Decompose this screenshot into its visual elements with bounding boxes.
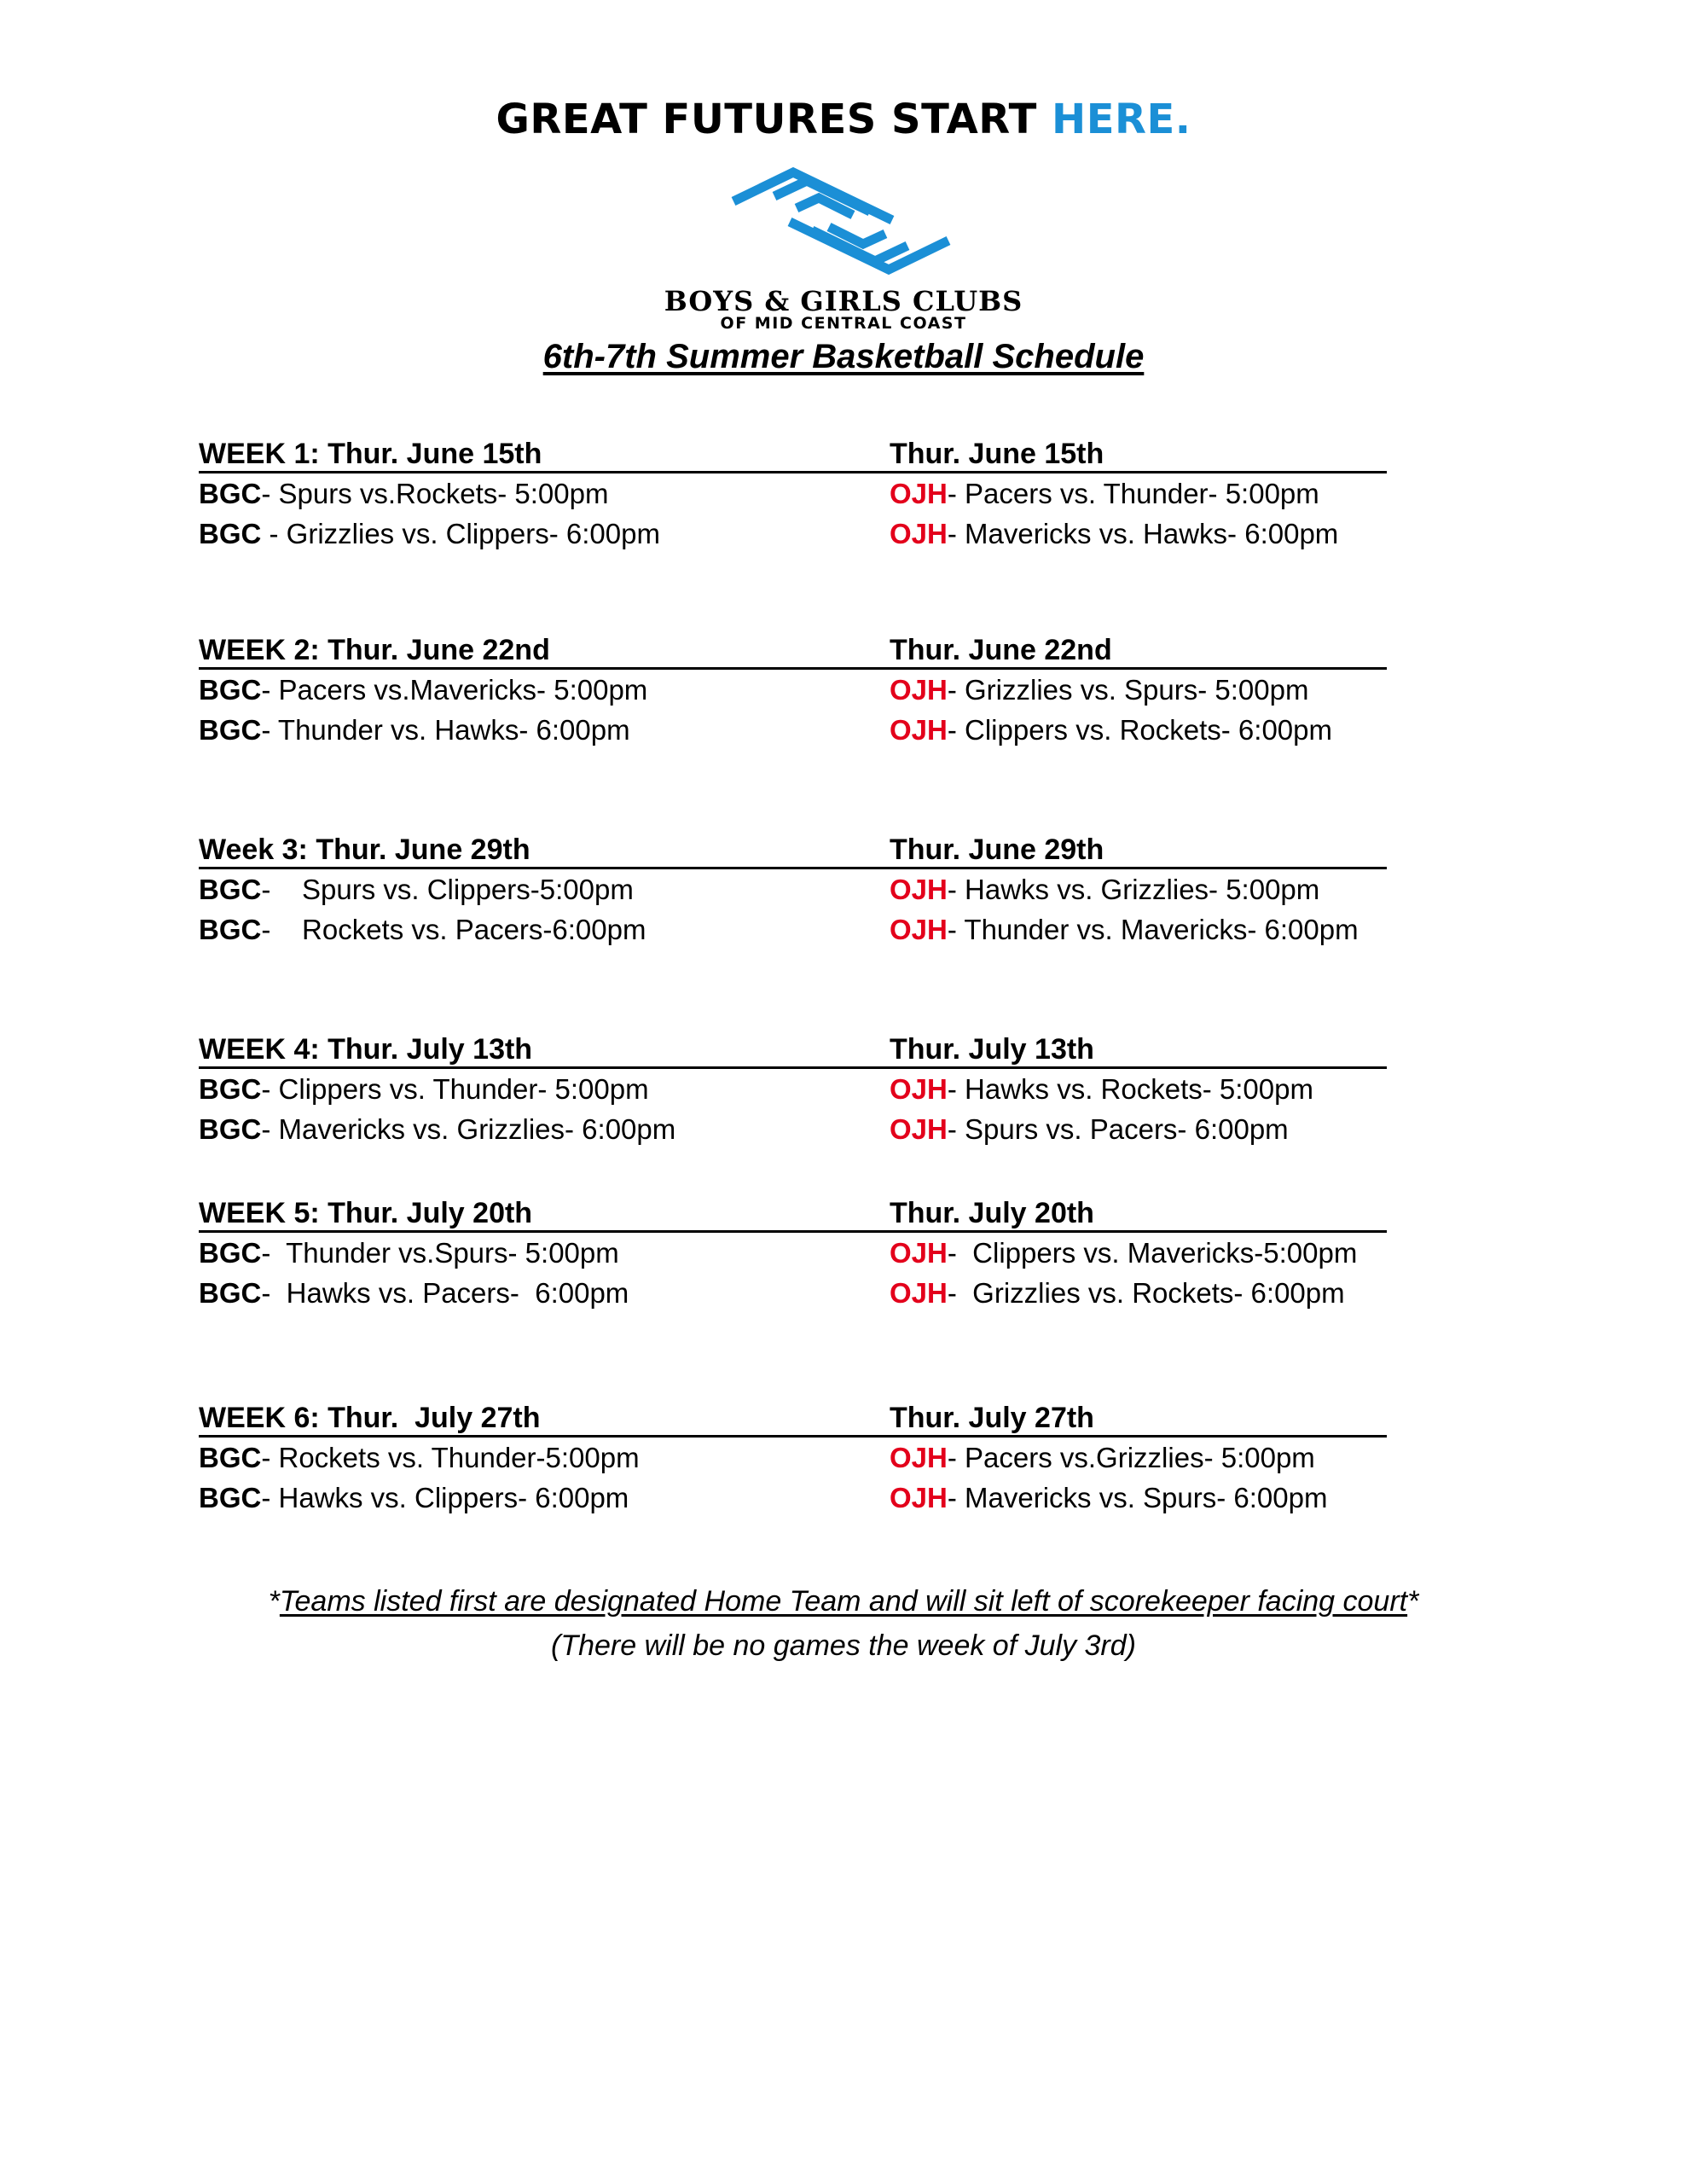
week-3-bgc-game-1 [199, 869, 890, 909]
game-text: - Grizzlies vs. Spurs- 5:00pm [947, 674, 1309, 706]
week-2-bgc-game-2 [199, 710, 890, 750]
week-4-ojh-column [890, 1032, 1387, 1149]
week-1-ojh-game-2 [890, 514, 1387, 554]
tagline [0, 96, 1687, 143]
game-text: - Spurs vs. Clippers-5:00pm [261, 874, 634, 905]
note-suffix: * [1407, 1585, 1419, 1618]
site-label: OJH [890, 874, 948, 905]
week-2-ojh-game-2 [890, 710, 1387, 750]
site-label: BGC [199, 914, 262, 945]
game-text: - Mavericks vs. Spurs- 6:00pm [947, 1482, 1328, 1513]
game-text: - Mavericks vs. Grizzlies- 6:00pm [261, 1113, 676, 1145]
org-subtitle: OF MID CENTRAL COAST [720, 314, 967, 333]
tagline-accent: HERE. [1052, 96, 1191, 143]
game-text: - Hawks vs. Rockets- 5:00pm [947, 1073, 1313, 1105]
week-4-ojh-game-2 [890, 1109, 1387, 1149]
week-4-bgc-column [199, 1032, 890, 1149]
site-label: OJH [890, 714, 948, 746]
week-4-heading: WEEK 4: Thur. July 13th [199, 1032, 890, 1069]
week-5-ojh-column [890, 1196, 1387, 1313]
game-text: - Grizzlies vs. Rockets- 6:00pm [947, 1277, 1345, 1309]
week-6-ojh-game-2 [890, 1478, 1387, 1518]
game-text: - Pacers vs.Grizzlies- 5:00pm [947, 1442, 1315, 1473]
week-3-ojh-column [890, 833, 1387, 950]
week-3-bgc-column [199, 833, 890, 950]
game-text: - Spurs vs. Pacers- 6:00pm [947, 1113, 1289, 1145]
site-label: BGC [199, 1482, 262, 1513]
site-label: OJH [890, 1073, 948, 1105]
week-6-bgc-game-2 [199, 1478, 890, 1518]
site-label: BGC [199, 714, 262, 746]
site-label: BGC [199, 674, 262, 706]
game-text: - Thunder vs. Mavericks- 6:00pm [947, 914, 1359, 945]
tagline-main: GREAT FUTURES START [496, 96, 1052, 143]
week-6-heading: WEEK 6: Thur. July 27th [199, 1401, 890, 1438]
site-label: BGC [199, 874, 262, 905]
week-2-heading: WEEK 2: Thur. June 22nd [199, 633, 890, 670]
game-text: - Mavericks vs. Hawks- 6:00pm [947, 518, 1339, 549]
no-games-note: (There will be no games the week of July 3rd) [551, 1629, 1136, 1662]
game-text: - Clippers vs. Mavericks-5:00pm [947, 1237, 1358, 1269]
week-5-heading: WEEK 5: Thur. July 20th [199, 1196, 890, 1233]
site-label: BGC [199, 1113, 262, 1145]
week-3-ojh-game-2 [890, 909, 1387, 950]
game-text: - Hawks vs. Grizzlies- 5:00pm [947, 874, 1320, 905]
game-text: - Spurs vs.Rockets- 5:00pm [261, 478, 609, 509]
week-6-ojh-heading: Thur. July 27th [890, 1401, 1387, 1438]
site-label: BGC [199, 518, 262, 549]
week-4-bgc-game-1 [199, 1069, 890, 1109]
week-3-ojh-game-1 [890, 869, 1387, 909]
site-label: OJH [890, 1442, 948, 1473]
page-title: 6th-7th Summer Basketball Schedule [542, 338, 1145, 375]
site-label: BGC [199, 1277, 262, 1309]
week-5-bgc-column [199, 1196, 890, 1313]
week-2-ojh-heading: Thur. June 22nd [890, 633, 1387, 670]
site-label: OJH [890, 518, 948, 549]
note-body: Teams listed first are designated Home Team and will sit left of scorekeeper facing court [279, 1585, 1408, 1618]
week-2-ojh-column [890, 633, 1387, 750]
site-label: BGC [199, 478, 262, 509]
week-4-ojh-heading: Thur. July 13th [890, 1032, 1387, 1069]
site-label: BGC [199, 1442, 262, 1473]
boys-girls-clubs-logo-icon [725, 167, 957, 275]
site-label: OJH [890, 478, 948, 509]
site-label: BGC [199, 1073, 262, 1105]
week-6-ojh-column [890, 1401, 1387, 1518]
week-5-bgc-game-2 [199, 1273, 890, 1313]
game-text: - Rockets vs. Pacers-6:00pm [261, 914, 646, 945]
game-text: - Hawks vs. Clippers- 6:00pm [261, 1482, 629, 1513]
week-1-ojh-game-1 [890, 473, 1387, 514]
site-label: OJH [890, 674, 948, 706]
game-text: - Pacers vs.Mavericks- 5:00pm [261, 674, 648, 706]
site-label: OJH [890, 1482, 948, 1513]
game-text: - Thunder vs.Spurs- 5:00pm [261, 1237, 619, 1269]
week-1-ojh-column [890, 437, 1387, 554]
game-text: - Clippers vs. Thunder- 5:00pm [261, 1073, 649, 1105]
site-label: OJH [890, 914, 948, 945]
site-label: OJH [890, 1277, 948, 1309]
game-text: - Pacers vs. Thunder- 5:00pm [947, 478, 1319, 509]
week-1-ojh-heading: Thur. June 15th [890, 437, 1387, 473]
site-label: OJH [890, 1113, 948, 1145]
game-text: - Clippers vs. Rockets- 6:00pm [947, 714, 1332, 746]
week-5-bgc-game-1 [199, 1233, 890, 1273]
week-6-bgc-column [199, 1401, 890, 1518]
week-2-bgc-column [199, 633, 890, 750]
week-5-ojh-heading: Thur. July 20th [890, 1196, 1387, 1233]
week-4-bgc-game-2 [199, 1109, 890, 1149]
home-team-note [0, 1585, 1687, 1618]
week-1-bgc-game-2 [199, 514, 890, 554]
week-1-heading: WEEK 1: Thur. June 15th [199, 437, 890, 473]
week-1-bgc-column [199, 437, 890, 554]
game-text: - Thunder vs. Hawks- 6:00pm [261, 714, 630, 746]
week-4-ojh-game-1 [890, 1069, 1387, 1109]
week-3-ojh-heading: Thur. June 29th [890, 833, 1387, 869]
game-text: - Hawks vs. Pacers- 6:00pm [261, 1277, 629, 1309]
week-5-ojh-game-1 [890, 1233, 1387, 1273]
week-1-bgc-game-1 [199, 473, 890, 514]
week-6-bgc-game-1 [199, 1438, 890, 1478]
week-2-bgc-game-1 [199, 670, 890, 710]
note-prefix: * [268, 1585, 280, 1618]
week-6-ojh-game-1 [890, 1438, 1387, 1478]
site-label: OJH [890, 1237, 948, 1269]
org-name: BOYS & GIRLS CLUBS [664, 285, 1023, 317]
game-text: - Grizzlies vs. Clippers- 6:00pm [261, 518, 660, 549]
week-3-bgc-game-2 [199, 909, 890, 950]
week-5-ojh-game-2 [890, 1273, 1387, 1313]
site-label: BGC [199, 1237, 262, 1269]
game-text: - Rockets vs. Thunder-5:00pm [261, 1442, 640, 1473]
week-3-heading: Week 3: Thur. June 29th [199, 833, 890, 869]
week-2-ojh-game-1 [890, 670, 1387, 710]
